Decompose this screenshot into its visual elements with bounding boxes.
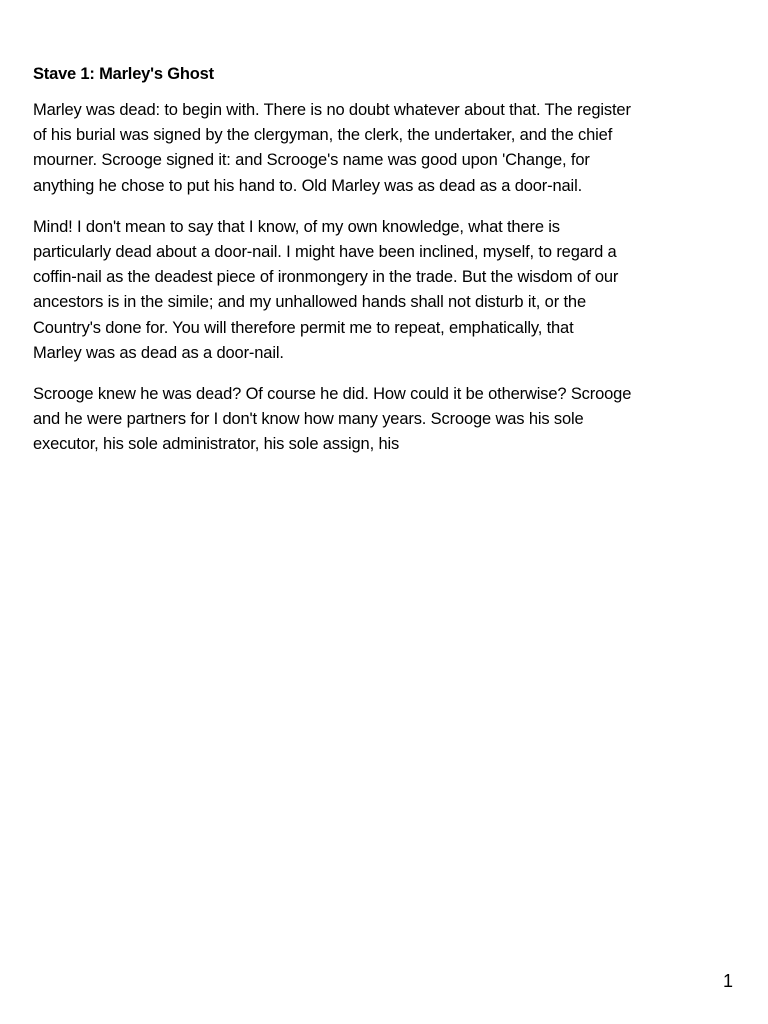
paragraph-line: mourner. Scrooge signed it: and Scrooge's name was good upon 'Change, for [33, 151, 590, 170]
paragraph-line: Marley was dead: to begin with. There is no doubt whatever about that. The register [33, 101, 631, 119]
paragraph-line: Scrooge knew he was dead? Of course he did. How could it be otherwise? Scrooge [33, 385, 632, 404]
paragraph-line: ancestors is in the simile; and my unhallowed hands shall not disturb it, or the [33, 293, 586, 312]
paragraph-3 [33, 382, 738, 458]
paragraph-line: and he were partners for I don't know how many years. Scrooge was his sole [33, 410, 584, 429]
paragraph-line: Marley was as dead as a door-nail. [33, 343, 284, 362]
paragraph-1 [33, 98, 738, 199]
paragraph-line: anything he chose to put his hand to. Old Marley was as dead as a door-nail. [33, 176, 583, 195]
stave-heading: Stave 1: Marley's Ghost [33, 65, 214, 83]
paragraph-2 [33, 215, 738, 366]
paragraph-line: Mind! I don't mean to say that I know, of my own knowledge, what there is [33, 217, 560, 236]
paragraph-line: coffin-nail as the deadest piece of ironmongery in the trade. But the wisdom of our [33, 268, 619, 287]
paragraph-line: executor, his sole administrator, his sole assign, his [33, 435, 400, 454]
page-number: 1 [722, 971, 733, 991]
page-content [33, 62, 738, 474]
paragraph-line: of his burial was signed by the clergyman, the clerk, the undertaker, and the chief [33, 126, 613, 145]
paragraph-line: Country's done for. You will therefore permit me to repeat, emphatically, that [33, 318, 574, 337]
paragraph-line: particularly dead about a door-nail. I might have been inclined, myself, to regard a [33, 243, 617, 262]
